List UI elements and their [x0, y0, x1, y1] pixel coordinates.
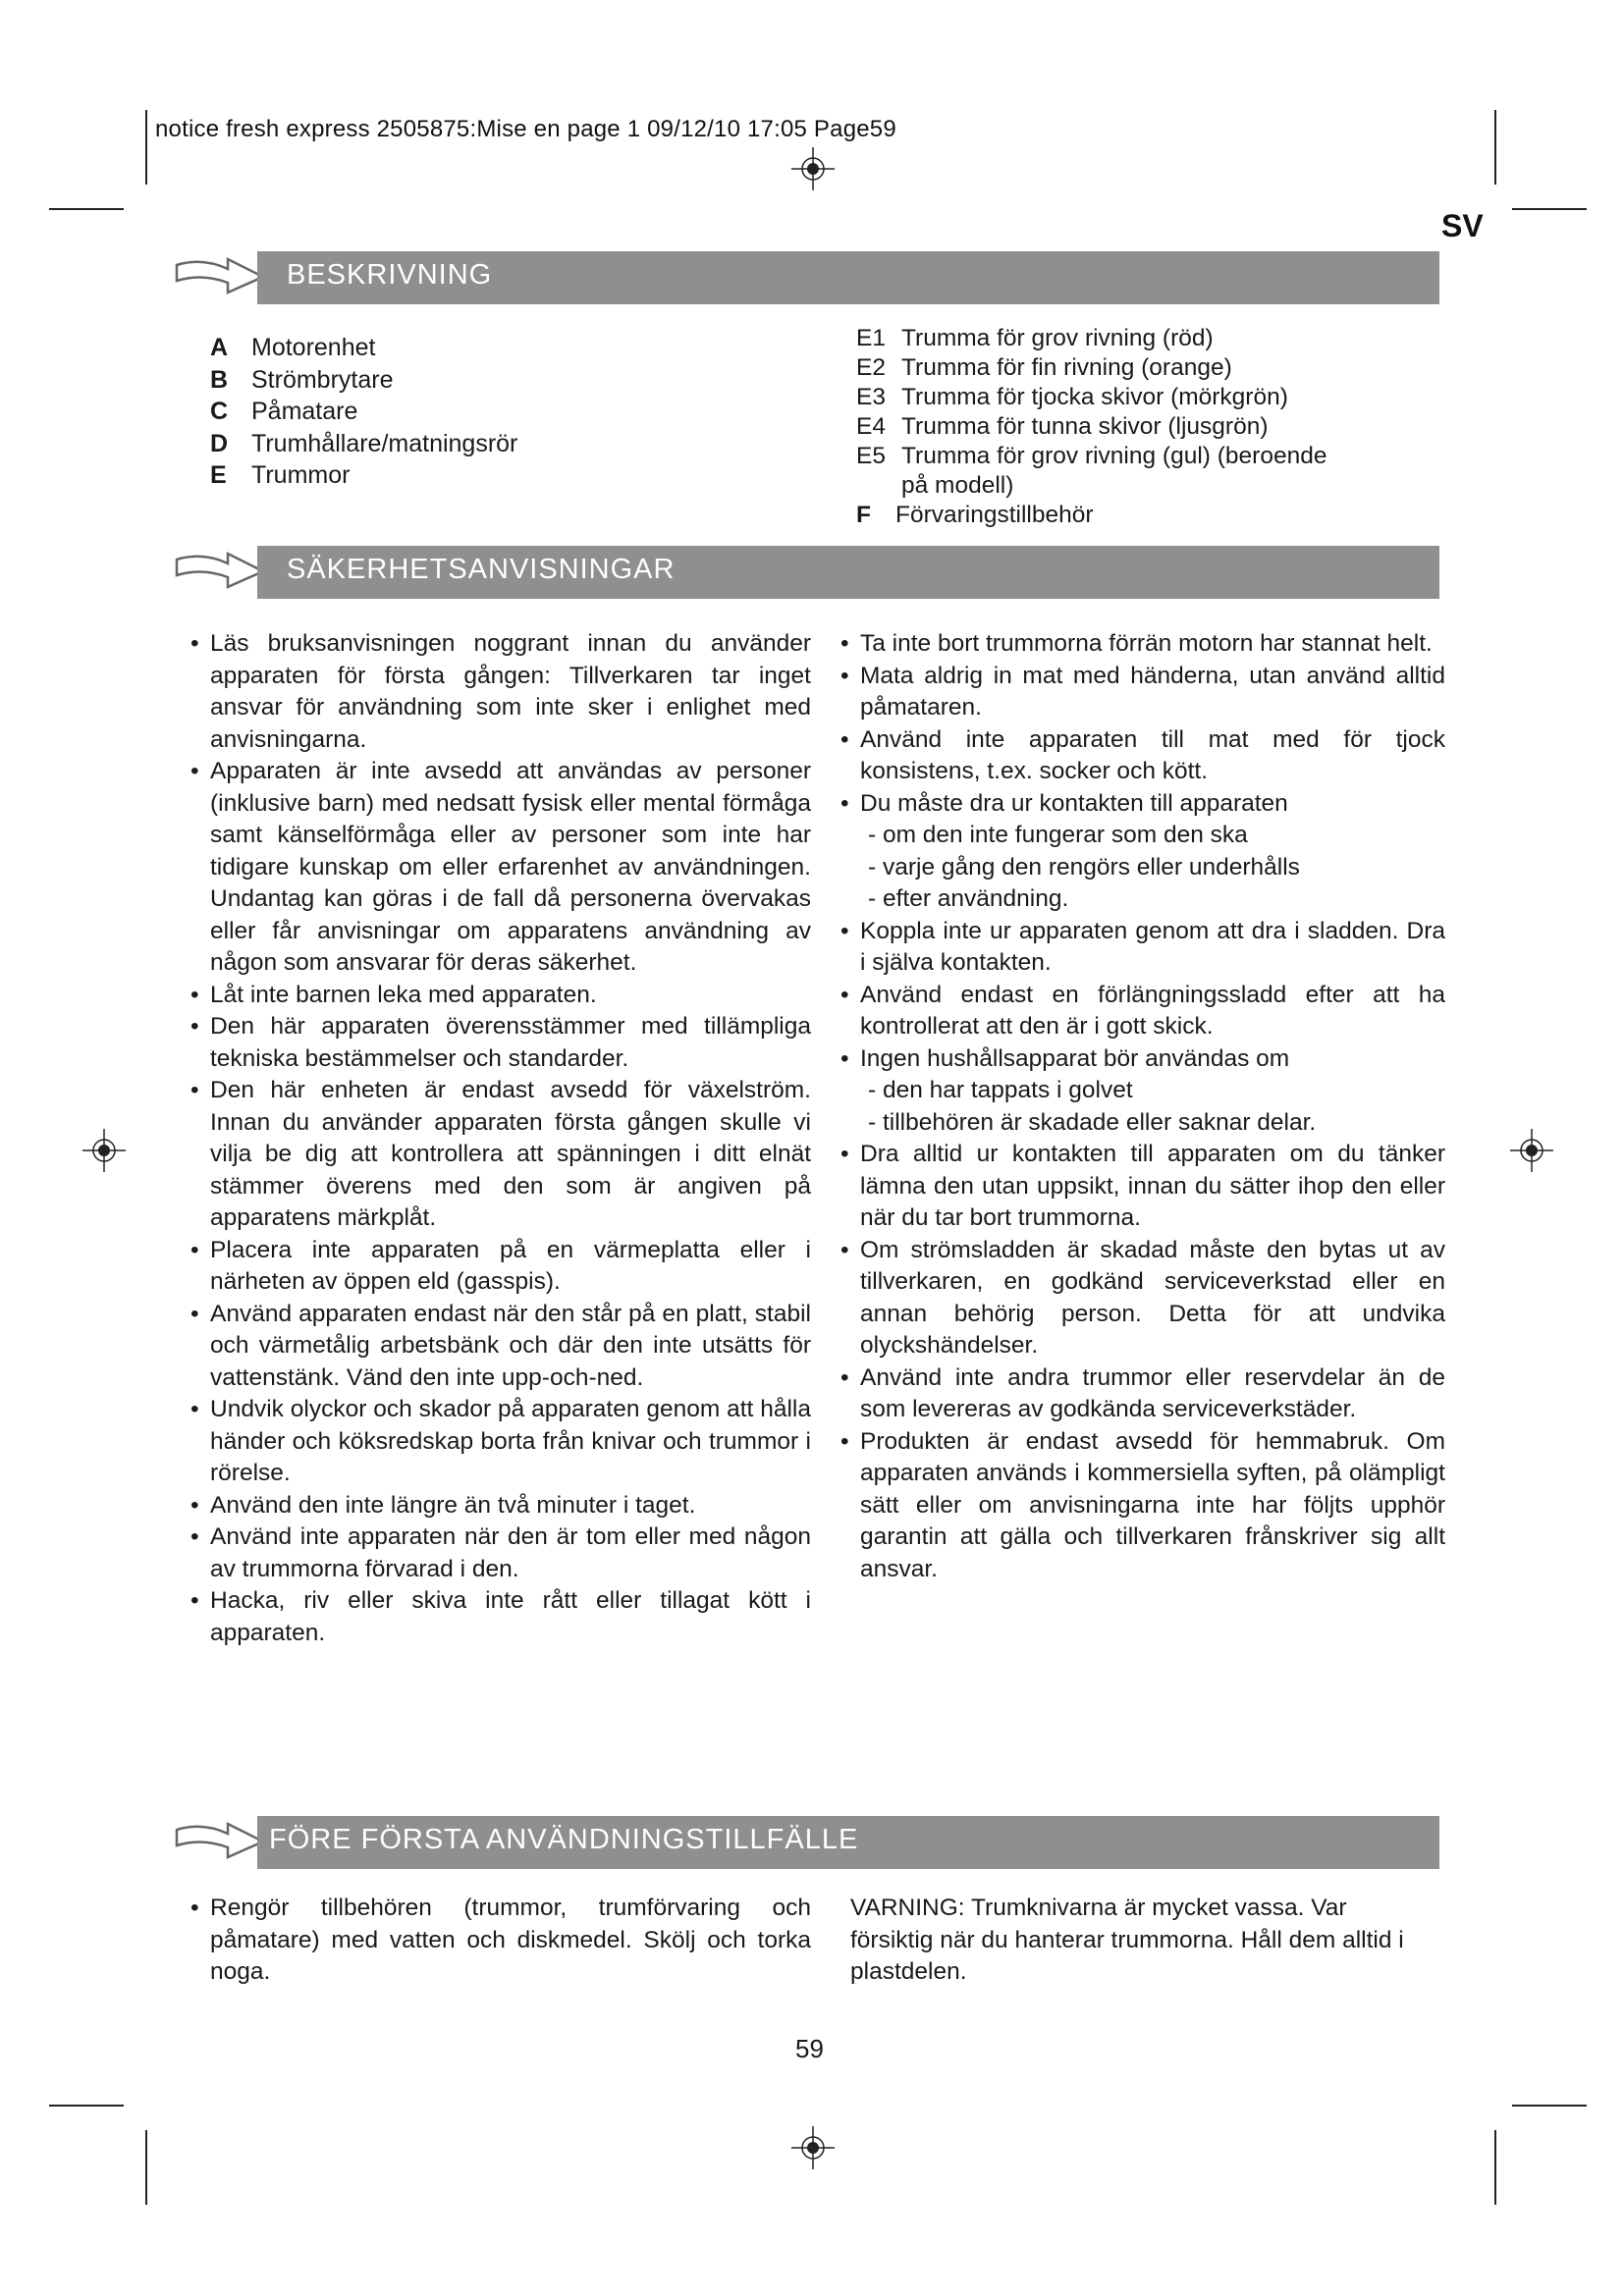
crop-mark — [1494, 2130, 1496, 2205]
safety-item: • Använd apparaten endast när den står på en platt, stabil och värmetålig arbetsbänk och där den inte utsätts för vattenstänk. Vänd den inte upp-och-ned. — [190, 1299, 811, 1395]
part-label: Trumma för tjocka skivor (mörkgrön) — [901, 384, 1288, 410]
safety-item: • Placera inte apparaten på en värmeplatta eller i närheten av öppen eld (gasspis). — [190, 1235, 811, 1299]
safety-subitem: - om den inte fungerar som den ska — [868, 822, 1248, 848]
list-item — [856, 471, 1445, 501]
safety-item: • Dra alltid ur kontakten till apparaten om du tänker lämna den utan uppsikt, innan du sätter ihop den eller när du tar bort trummorna. — [840, 1139, 1445, 1235]
part-key: E3 — [856, 384, 886, 410]
list-item — [210, 332, 760, 364]
list-item — [856, 412, 1445, 442]
section-title: FÖRE FÖRSTA ANVÄNDNINGSTILLFÄLLE — [269, 1824, 859, 1855]
crop-mark — [145, 2130, 147, 2205]
safety-item: • Hacka, riv eller skiva inte rått eller tillagat kött i apparaten. — [190, 1585, 811, 1649]
part-label: Trummor — [251, 461, 351, 489]
safety-item: • Du måste dra ur kontakten till apparaten — [840, 788, 1445, 821]
list-item — [210, 364, 760, 397]
part-key: E2 — [856, 354, 886, 381]
part-label: Strömbrytare — [251, 365, 394, 394]
part-key: F — [856, 502, 871, 528]
part-label: Motorenhet — [251, 334, 376, 361]
section-title: BESKRIVNING — [287, 259, 493, 291]
safety-item: • Använd den inte längre än två minuter i taget. — [190, 1490, 811, 1522]
list-item — [856, 442, 1445, 471]
parts-list-left — [210, 332, 760, 492]
page-number: 59 — [795, 2034, 824, 2063]
part-label: Trumhållare/matningsrör — [251, 429, 518, 457]
registration-mark-icon — [1510, 1129, 1553, 1172]
registration-mark-icon — [791, 2126, 835, 2169]
safety-item: • Apparaten är inte avsedd att användas av personer (inklusive barn) med nedsatt fysisk eller mental förmåga samt känselförmåga eller av personer som inte har tidigare kunskap om eller erfarenhet av användningen. Undantag kan göras i de fall då personerna övervakas eller får anvisningar om apparatens användning av någon som ansvarar för deras säkerhet. — [190, 756, 811, 980]
part-key: E4 — [856, 413, 886, 440]
part-label: Förvaringstillbehör — [895, 502, 1094, 528]
section-bar-fore — [257, 1816, 1439, 1869]
crop-mark — [1512, 208, 1587, 210]
crop-mark — [49, 2105, 124, 2107]
safety-item: • Använd endast en förlängningssladd efter att ha kontrollerat att den är i gott skick. — [840, 980, 1445, 1043]
safety-item: • Använd inte apparaten när den är tom eller med någon av trummorna förvarad i den. — [190, 1522, 811, 1585]
part-key: C — [210, 398, 229, 425]
safety-item: • Använd inte andra trummor eller reservdelar än de som levereras av godkända serviceverkstäder. — [840, 1362, 1445, 1426]
part-label: Trumma för grov rivning (röd) — [901, 325, 1214, 351]
safety-item: • Använd inte apparaten till mat med för tjock konsistens, t.ex. socker och kött. — [840, 724, 1445, 788]
section-arrow-icon — [173, 247, 267, 300]
safety-subitem: - tillbehören är skadade eller saknar delar. — [868, 1108, 1317, 1136]
list-item — [210, 428, 760, 460]
part-key: B — [210, 365, 229, 394]
before-use-item: • Rengör tillbehören (trummor, trumförvaring och påmatare) med vatten och diskmedel. Skölj och torka noga. — [190, 1893, 811, 1989]
safety-item: • Undvik olyckor och skador på apparaten genom att hålla händer och köksredskap borta från knivar och trummor i rörelse. — [190, 1394, 811, 1490]
list-item — [210, 396, 760, 428]
safety-item: • Den här apparaten överensstämmer med tillämpliga tekniska bestämmelser och standarder. — [190, 1011, 811, 1075]
part-key: D — [210, 429, 229, 457]
part-label: Trumma för fin rivning (orange) — [901, 354, 1232, 381]
safety-item: • Läs bruksanvisningen noggrant innan du använder apparaten för första gången: Tillverkaren tar inget ansvar för användning som inte sker i enlighet med anvisningarna. — [190, 628, 811, 756]
registration-mark-icon — [791, 147, 835, 190]
safety-column-left — [190, 628, 811, 1649]
section-bar-sakerhet — [257, 546, 1439, 599]
warning-text — [850, 1893, 1426, 1989]
crop-mark — [1512, 2105, 1587, 2107]
section-bar-beskrivning — [257, 251, 1439, 304]
part-label: Trumma för tunna skivor (ljusgrön) — [901, 413, 1269, 440]
language-code: SV — [1441, 208, 1484, 243]
before-use-left — [190, 1893, 811, 1989]
safety-subitem: - varje gång den rengörs eller underhålls — [868, 853, 1300, 881]
list-item — [856, 324, 1445, 353]
safety-subitem: - efter användning. — [868, 885, 1069, 912]
safety-item: • Koppla inte ur apparaten genom att dra i sladden. Dra i själva kontakten. — [840, 916, 1445, 980]
section-arrow-icon — [173, 1812, 267, 1865]
crop-mark — [49, 208, 124, 210]
part-label: Påmatare — [251, 398, 358, 425]
safety-item: • Mata aldrig in mat med händerna, utan använd alltid påmataren. — [840, 661, 1445, 724]
part-key: A — [210, 334, 229, 361]
safety-item: • Ta inte bort trummorna förrän motorn har stannat helt. — [840, 628, 1445, 661]
list-item — [856, 353, 1445, 383]
section-arrow-icon — [173, 542, 267, 595]
part-label: Trumma för grov rivning (gul) (beroende — [901, 443, 1327, 469]
part-key: E5 — [856, 443, 886, 469]
list-item — [856, 383, 1445, 412]
crop-mark — [1494, 110, 1496, 185]
safety-item: • Produkten är endast avsedd för hemmabruk. Om apparaten används i kommersiella syften, på olämpligt sätt eller om anvisningarna inte har följts upphör garantin att gälla och tillverkaren frånskriver sig allt ansvar. — [840, 1426, 1445, 1586]
safety-item: • Ingen hushållsapparat bör användas om — [840, 1043, 1445, 1076]
part-key: E — [210, 461, 227, 489]
list-item — [856, 501, 1445, 530]
warning-paragraph: VARNING: Trumknivarna är mycket vassa. Var försiktig när du hanterar trummorna. Håll dem alltid i plastdelen. — [850, 1895, 1404, 1985]
part-label-continuation: på modell) — [901, 472, 1014, 499]
part-key: E1 — [856, 325, 886, 351]
registration-mark-icon — [82, 1129, 126, 1172]
safety-item: • Om strömsladden är skadad måste den bytas ut av tillverkaren, en godkänd serviceverkstad eller en annan behörig person. Detta för att undvika olyckshändelser. — [840, 1235, 1445, 1362]
safety-item: • Den här enheten är endast avsedd för växelström. Innan du använder apparaten första gången skulle vi vilja be dig att kontrollera att spänningen i ditt elnät stämmer överens med den som är angiven på apparatens märkplåt. — [190, 1075, 811, 1235]
safety-item: • Låt inte barnen leka med apparaten. — [190, 980, 811, 1012]
print-header: notice fresh express 2505875:Mise en page 1 09/12/10 17:05 Page59 — [155, 116, 896, 142]
section-title: SÄKERHETSANVISNINGAR — [287, 554, 676, 585]
list-item — [210, 459, 760, 492]
safety-subitem: - den har tappats i golvet — [868, 1077, 1133, 1103]
parts-list-right — [856, 324, 1445, 530]
safety-column-right — [840, 628, 1445, 1585]
crop-mark — [145, 110, 147, 185]
